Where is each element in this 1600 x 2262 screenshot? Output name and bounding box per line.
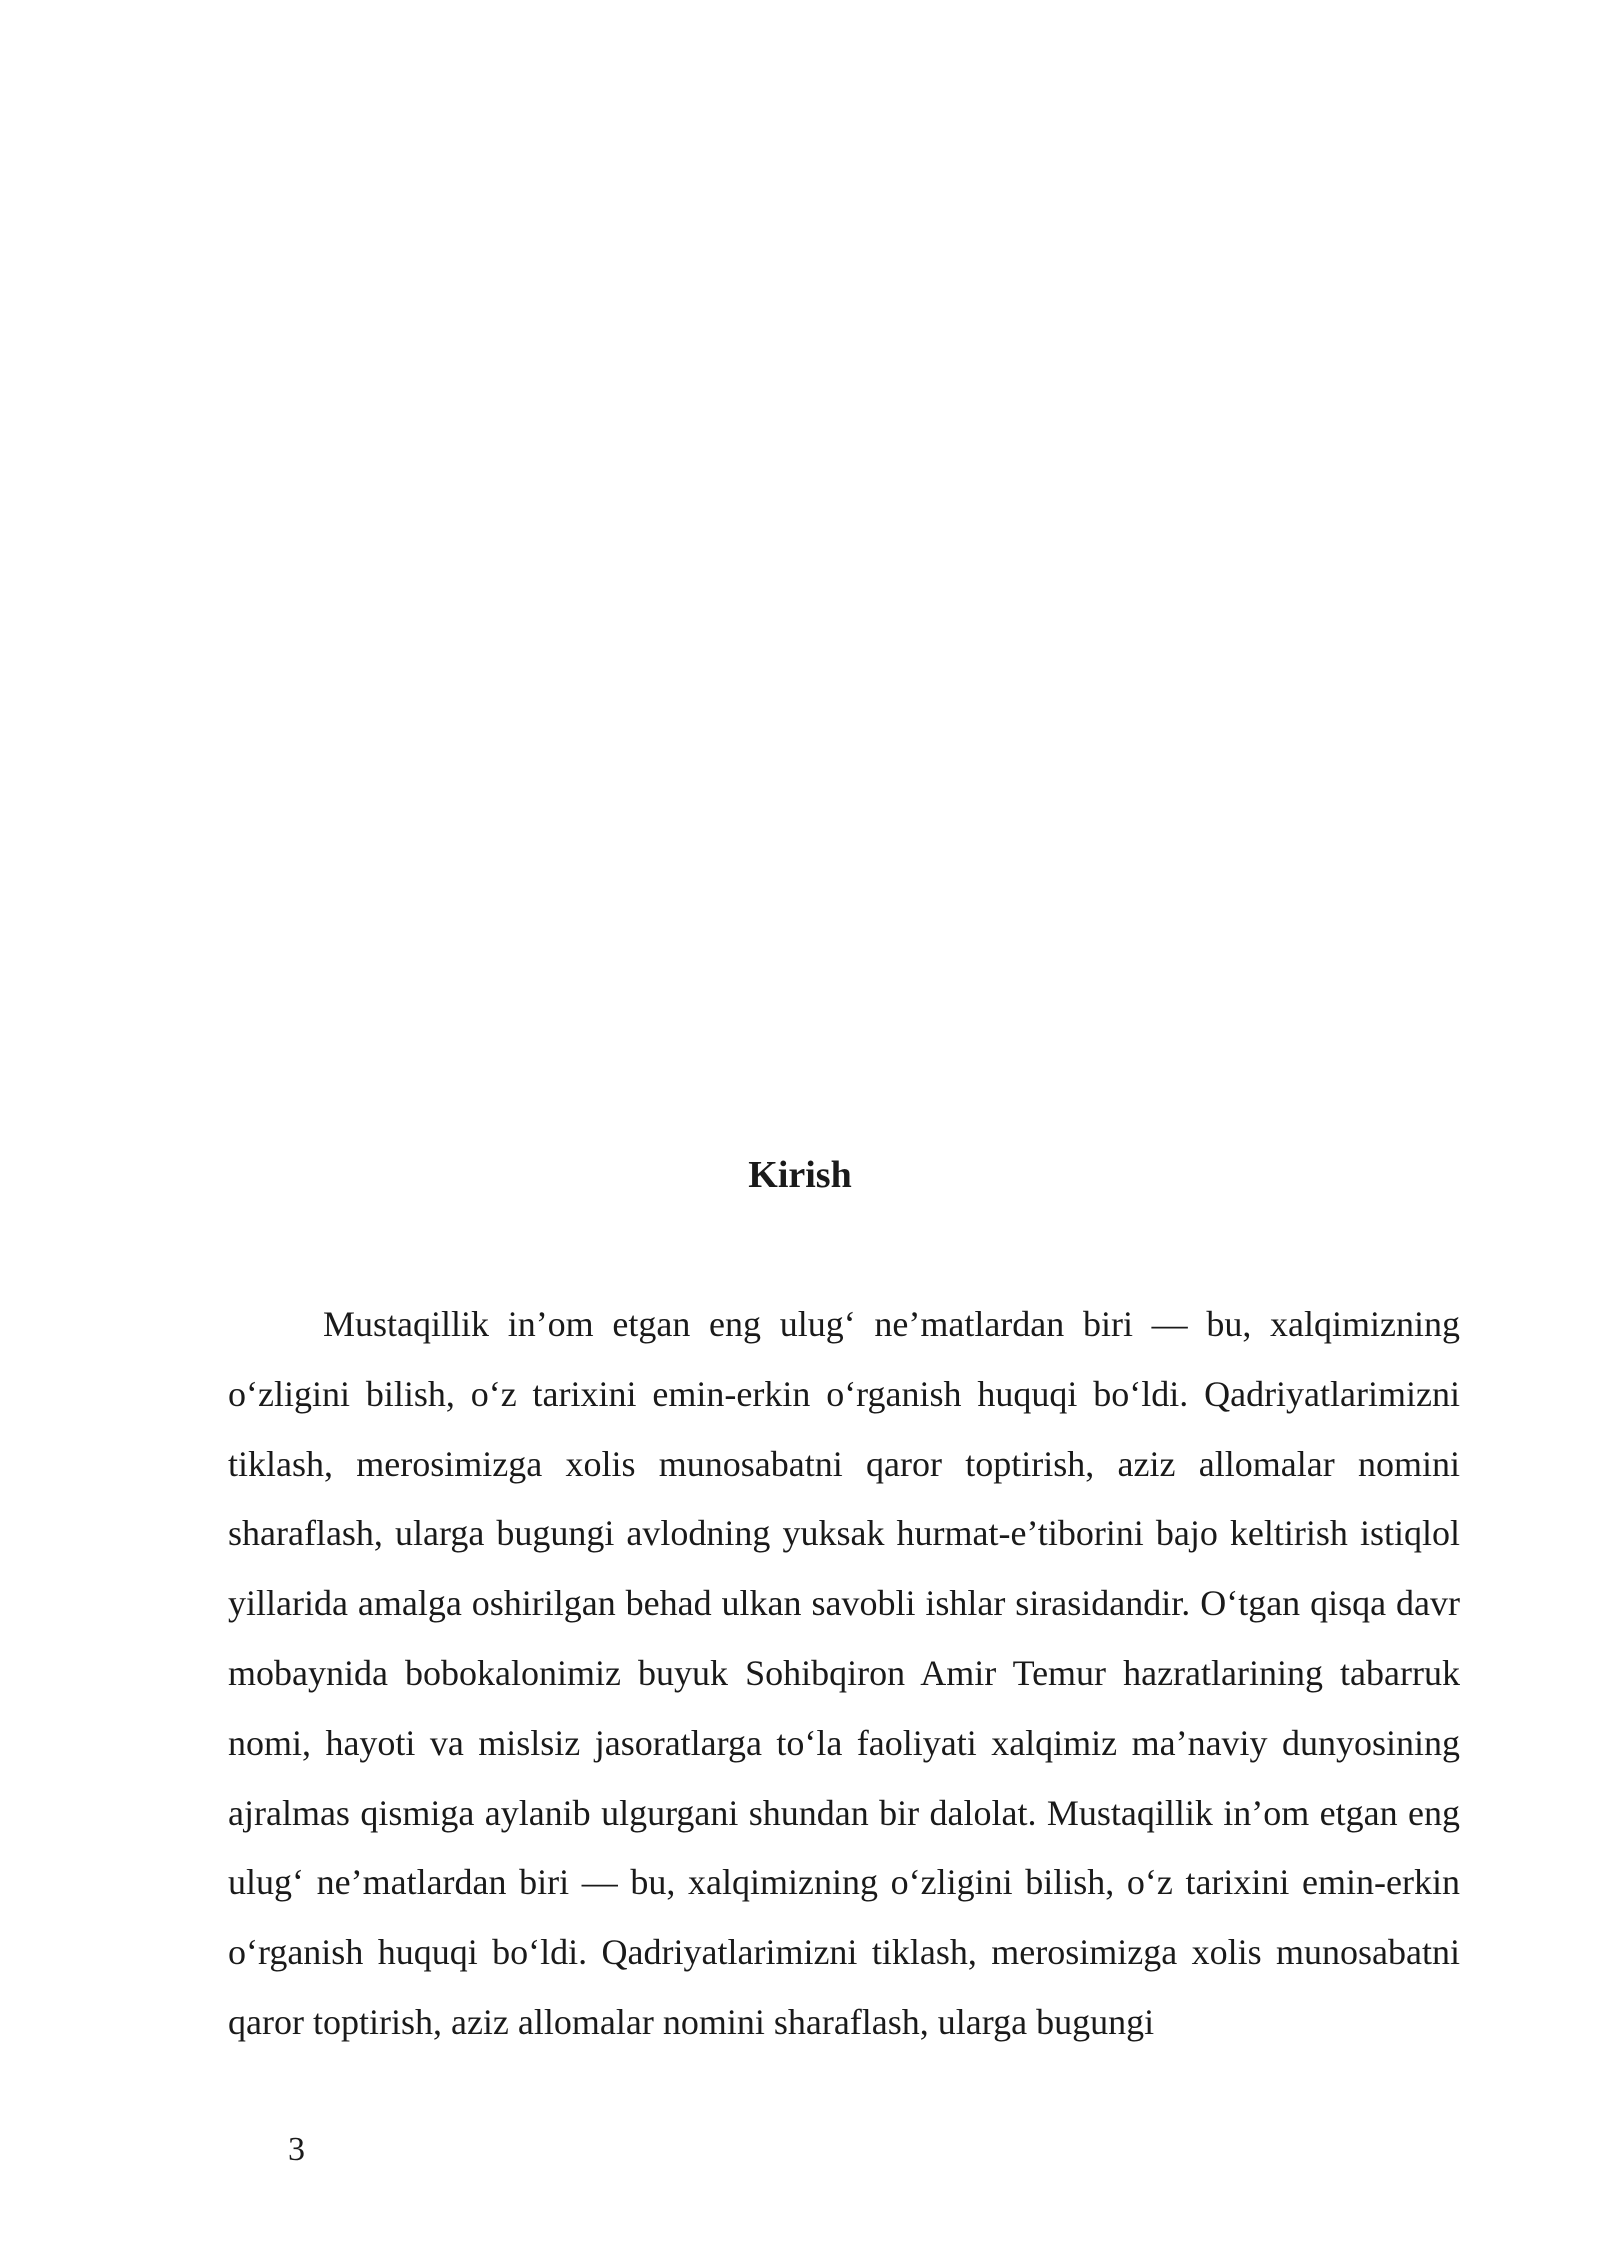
body-paragraph: Mustaqillik in’om etgan eng ulug‘ ne’matlardan biri — bu, xalqimizning o‘zligini bilish, o‘z tarixini emin-erkin o‘rganish huquqi bo‘ldi. Qadriyatlarimizni tiklash, merosimizga xolis munosabatni qaror toptirish, aziz allomalar nomini sharaflash, ularga bugungi avlodning yuksak hurmat-e’tiborini bajo keltirish istiqlol yillarida amalga oshirilgan behad ulkan savobli ishlar sirasidandir. O‘tgan qisqa davr mobaynida bobokalonimiz buyuk Sohibqiron Amir Temur hazratlarining tabarruk nomi, hayoti va mislsiz jasoratlarga to‘la faoliyati xalqimiz ma’naviy dunyosining ajralmas qismiga aylanib ulgurgani shundan bir dalolat. Mustaqillik in’om etgan eng ulug‘ ne’matlardan biri — bu, xalqimizning o‘zligini bilish, o‘z tarixini emin-erkin o‘rganish huquqi bo‘ldi. Qadriyatlarimizni tiklash, merosimizga xolis munosabatni qaror toptirish, aziz allomalar nomini sharaflash, ularga bugungi [228,1304,1460,2042]
page-number: 3 [288,2131,305,2168]
section-heading: Kirish [748,1154,852,1196]
